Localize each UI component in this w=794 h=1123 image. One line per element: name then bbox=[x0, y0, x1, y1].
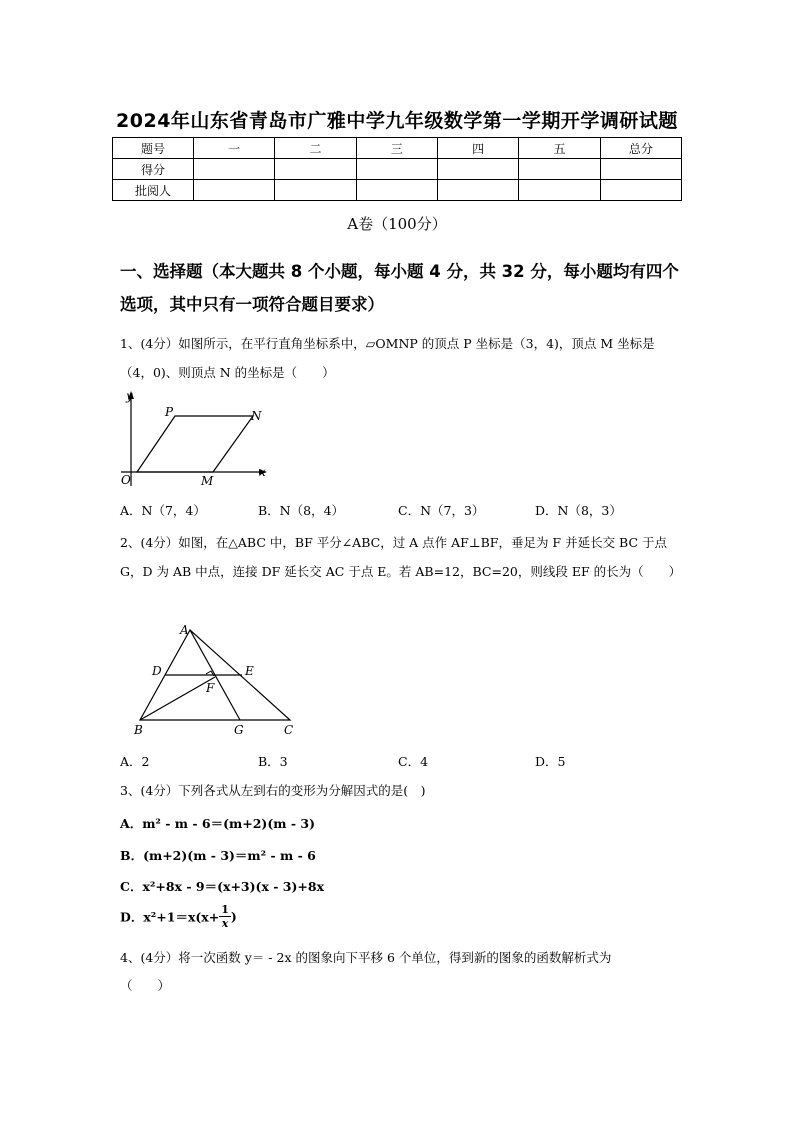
fig1-label-N: N bbox=[251, 409, 262, 423]
q3-option-a[interactable]: A．m² - m - 6＝(m+2)(m - 3) bbox=[120, 816, 315, 831]
score-table-header-row bbox=[113, 138, 682, 159]
row-label: 得分 bbox=[113, 159, 194, 180]
header-cell: 一 bbox=[194, 138, 275, 159]
fraction bbox=[219, 903, 231, 930]
header-cell: 题号 bbox=[113, 138, 194, 159]
header-cell: 五 bbox=[519, 138, 600, 159]
score-row bbox=[113, 159, 682, 180]
fig2-label-D: D bbox=[152, 664, 162, 678]
fig1-label-M: M bbox=[201, 474, 214, 488]
q1-option-c[interactable]: C．N（7，3） bbox=[398, 503, 485, 518]
q1-option-a[interactable]: A．N（7，4） bbox=[120, 503, 206, 518]
reviewer-row bbox=[113, 180, 682, 201]
reviewer-cell[interactable] bbox=[600, 180, 681, 201]
fig2-label-F: F bbox=[206, 681, 215, 695]
q3-option-d[interactable] bbox=[120, 903, 237, 930]
reviewer-cell[interactable] bbox=[356, 180, 437, 201]
reviewer-cell[interactable] bbox=[437, 180, 518, 201]
q3-d-post: ) bbox=[230, 909, 237, 924]
question-4-line2: （ ） bbox=[120, 978, 171, 993]
score-cell[interactable] bbox=[519, 159, 600, 180]
question-2-text: 2、(4分）如图，在△ABC 中，BF 平分∠ABC，过 A 点作 AF⊥BF，垂足为 F 并延长交 BC 于点 G，D 为 AB 中点，连接 DF 延长交 AC 于点 E。若 AB=12，BC=20，则线段 EF 的长为（ ） bbox=[120, 535, 682, 579]
q2-option-c[interactable]: C．4 bbox=[398, 754, 429, 769]
q2-option-b[interactable]: B．3 bbox=[258, 754, 288, 769]
header-cell: 三 bbox=[356, 138, 437, 159]
question-2-figure bbox=[130, 622, 300, 736]
q3-option-c[interactable]: C．x²+8x - 9＝(x+3)(x - 3)+8x bbox=[120, 879, 325, 894]
fig2-label-A: A bbox=[180, 623, 189, 637]
reviewer-cell[interactable] bbox=[194, 180, 275, 201]
q3-option-b[interactable]: B．(m+2)(m - 3)＝m² - m - 6 bbox=[120, 848, 316, 863]
fig2-label-C: C bbox=[284, 723, 294, 736]
header-cell: 总分 bbox=[600, 138, 681, 159]
question-1-text: 1、(4分）如图所示，在平行直角坐标系中，▱OMNP 的顶点 P 坐标是（3，4)，顶点 M 坐标是（4，0)、则顶点 N 的坐标是（ ） bbox=[120, 336, 655, 380]
fig1-label-P: P bbox=[165, 405, 174, 419]
fraction-denominator: x bbox=[221, 917, 229, 930]
fig1-label-O: O bbox=[121, 473, 131, 487]
score-cell[interactable] bbox=[356, 159, 437, 180]
fig2-label-G: G bbox=[234, 723, 244, 736]
score-cell[interactable] bbox=[600, 159, 681, 180]
score-cell[interactable] bbox=[275, 159, 356, 180]
reviewer-cell[interactable] bbox=[275, 180, 356, 201]
exam-title: 2024年山东省青岛市广雅中学九年级数学第一学期开学调研试题 bbox=[116, 110, 678, 132]
volume-heading: A卷（100分） bbox=[347, 215, 447, 233]
question-3-text: 3、(4分）下列各式从左到右的变形为分解因式的是( ) bbox=[120, 783, 426, 798]
question-1-figure bbox=[115, 388, 275, 490]
question-4-line1: 4、(4分）将一次函数 y＝ - 2x 的图象向下平移 6 个单位，得到新的图象的函数解析式为 bbox=[120, 950, 612, 965]
q2-option-a[interactable]: A．2 bbox=[120, 754, 150, 769]
header-cell: 四 bbox=[437, 138, 518, 159]
q3-d-pre: D．x²+1＝x(x+ bbox=[120, 909, 220, 925]
q1-option-d[interactable]: D．N（8，3） bbox=[535, 503, 622, 518]
score-cell[interactable] bbox=[437, 159, 518, 180]
score-cell[interactable] bbox=[194, 159, 275, 180]
row-label: 批阅人 bbox=[113, 180, 194, 201]
fig2-label-E: E bbox=[245, 664, 254, 678]
section-heading: 一、选择题（本大题共 8 个小题，每小题 4 分，共 32 分，每小题均有四个选项，其中只有一项符合题目要求） bbox=[120, 262, 679, 314]
reviewer-cell[interactable] bbox=[519, 180, 600, 201]
score-table bbox=[112, 137, 682, 201]
fig2-label-B: B bbox=[134, 723, 143, 736]
header-cell: 二 bbox=[275, 138, 356, 159]
fig1-label-x: x bbox=[259, 465, 266, 479]
q1-option-b[interactable]: B．N（8，4） bbox=[258, 503, 345, 518]
fraction-numerator: 1 bbox=[221, 903, 229, 916]
fig1-label-y: y bbox=[126, 389, 133, 403]
q2-option-d[interactable]: D．5 bbox=[535, 754, 566, 769]
